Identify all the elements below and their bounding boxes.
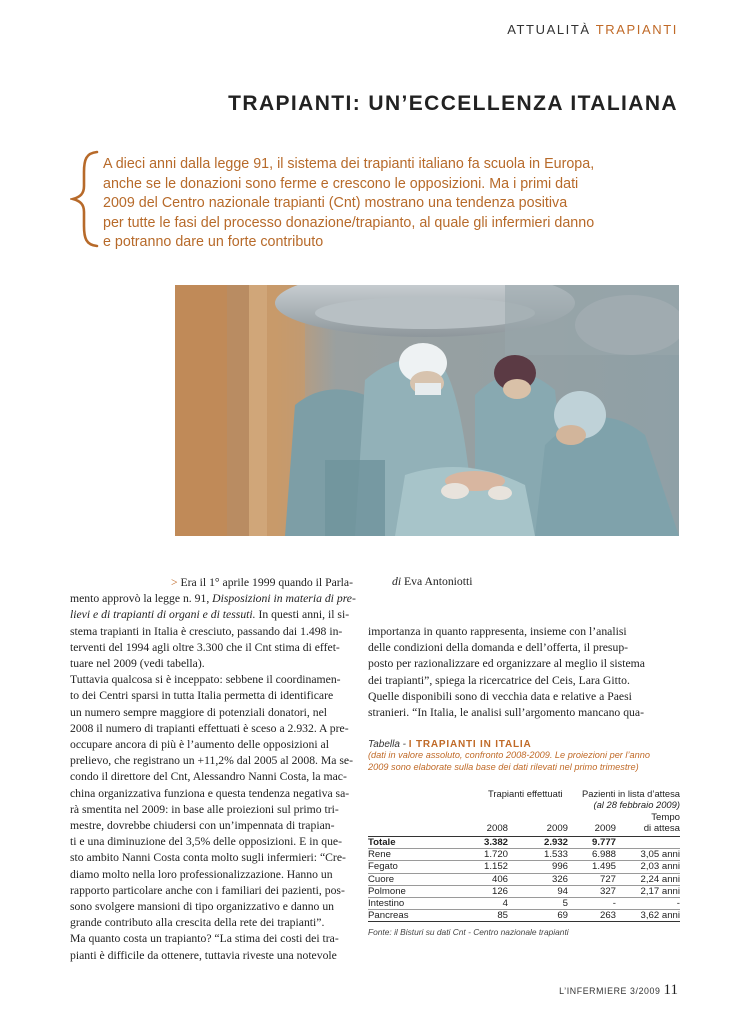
table-row (368, 874, 680, 886)
body-line: Quelle disponibili sono di vecchia data e relative a Paesi (368, 689, 632, 703)
cell-waitlist: 9.777 (591, 837, 616, 848)
section-header (507, 22, 678, 37)
article-lede (103, 155, 603, 253)
cell-2009: 5 (562, 897, 568, 909)
cell-2008: 1.152 (483, 861, 508, 873)
magazine-issue: L’INFERMIERE 3/2009 (559, 986, 661, 996)
article-body-right (368, 624, 680, 721)
cell-waitlist: 6.988 (591, 849, 616, 861)
group-waitlist-title: Pazienti in lista d’attesa (582, 788, 680, 799)
body-line (70, 591, 354, 607)
row-label: Cuore (368, 873, 395, 885)
body-line: mestre, dovrebbe chiudersi con un’impennata di trapian- (70, 819, 335, 833)
cell-waitlist: - (612, 897, 616, 909)
cell-time: 3,05 anni (640, 849, 680, 861)
group-waitlist (582, 788, 680, 810)
table-row (368, 910, 680, 922)
article-body-left (70, 575, 354, 964)
cell-waitlist: 727 (599, 873, 616, 885)
body-line: prelievo, che registrano un +11,2% dal 2005 al 2008. Ma se- (70, 754, 354, 768)
cell-time: 2,03 anni (640, 861, 680, 873)
cell-time: - (676, 897, 680, 909)
cell-2009: 94 (557, 885, 568, 897)
body-text: mento approvò la legge n. 91, (70, 592, 213, 606)
body-line: ti e una diminuzione del 3,5% delle opposizioni. E in que- (70, 835, 342, 849)
body-line: rapporto particolare anche con i familiari dei pazienti, pos- (70, 883, 345, 897)
body-line: to dei Centri sparsi in tutta Italia permetta di identificare (70, 689, 334, 703)
table-row-total (368, 837, 680, 849)
transplant-table (368, 788, 680, 937)
table-row (368, 861, 680, 873)
body-line: stema trapianti in Italia è cresciuto, passando dai 1.498 in- (70, 624, 343, 638)
table-group-header (368, 788, 680, 812)
author-name: Eva Antoniotti (404, 575, 473, 588)
body-line: china organizzativa funziona e questa tendenza negativa sa- (70, 786, 350, 800)
row-label: Polmone (368, 885, 406, 897)
page-number: 11 (663, 982, 678, 998)
cell-waitlist: 263 (599, 910, 616, 922)
curly-brace-icon (70, 150, 102, 248)
body-line: Ma quanto costa un trapianto? “La stima dei costi dei tra- (70, 932, 339, 946)
row-label: Fegato (368, 861, 398, 873)
body-line: rà smentita nel 2009: in base alle proiezioni sul primo tri- (70, 802, 339, 816)
paragraph-marker: > (171, 576, 178, 589)
body-line (70, 575, 354, 591)
body-line: tuare nel 2009 (vedi tabella). (70, 657, 205, 671)
body-line: condo il direttore del Cnt, Alessandro Nanni Costa, la mac- (70, 770, 347, 784)
page-footer (559, 982, 678, 999)
body-line: 2008 il numero di trapianti effettuati è sceso a 2.932. A pre- (70, 721, 349, 735)
body-text: Era il 1° aprile 1999 quando il Parla- (180, 576, 353, 589)
subsection-label: TRAPIANTI (595, 22, 678, 37)
body-line: importanza in quanto rappresenta, insieme con l’analisi (368, 625, 627, 638)
table-row (368, 898, 680, 910)
body-line (70, 607, 354, 623)
row-label: Pancreas (368, 910, 409, 922)
cell-2009: 1.533 (543, 849, 568, 861)
col-wait-time (644, 812, 680, 834)
body-line: sono svolgere mansioni di tipo organizzativo e danno un (70, 900, 335, 914)
col-2009: 2009 (546, 823, 568, 834)
cell-2008: 126 (491, 885, 508, 897)
body-line: dei trapianti”, spiega la ricercatrice del Ceis, Lara Gitto. (368, 673, 630, 687)
col-2008: 2008 (486, 823, 508, 834)
cell-time: 3,62 anni (640, 910, 680, 922)
row-label: Intestino (368, 897, 405, 909)
cell-2008: 4 (502, 897, 508, 909)
byline-prefix: di (392, 575, 402, 588)
article-title: TRAPIANTI: UN’ECCELLENZA ITALIANA (228, 92, 678, 115)
cell-2009: 2.932 (543, 837, 568, 848)
body-text: In questi anni, il si- (255, 608, 350, 622)
table-source: Fonte: il Bisturi su dati Cnt - Centro nazionale trapianti (368, 927, 569, 938)
col-wait-time-line2: di attesa (643, 823, 680, 834)
table-row (368, 886, 680, 898)
section-label: ATTUALITÀ (507, 22, 591, 37)
body-line: sto ambito Nanni Costa conta molto sugli infermieri: “Cre- (70, 851, 346, 865)
body-line: diamo molto nella loro professionalizzazione. Hanno un (70, 867, 333, 881)
group-transplants: Trapianti effettuati (488, 788, 563, 799)
row-label: Rene (368, 849, 391, 861)
cell-2008: 406 (491, 873, 508, 885)
lede-line: e potranno dare un forte contributo (103, 234, 324, 250)
table-caption (368, 739, 680, 773)
cell-2009: 69 (557, 910, 568, 922)
body-line: posto per razionalizzare ed organizzare al meglio il sistema (368, 657, 645, 671)
cell-waitlist: 1.495 (591, 861, 616, 873)
body-line: pianti è difficile da ottenere, tuttavia riveste una notevole (70, 948, 337, 962)
caption-label: Tabella - (368, 739, 409, 750)
group-waitlist-date: (al 28 febbraio 2009) (593, 799, 680, 810)
caption-note: 2009 sono elaborate sulla base dei dati rilevati nel primo trimestre) (368, 761, 639, 772)
body-line: Tuttavia qualcosa si è inceppato: sebbene il coordinamen- (70, 673, 341, 687)
cell-2009: 326 (551, 873, 568, 885)
col-wait-time-line1: Tempo (651, 812, 680, 823)
lede-line: per tutte le fasi del processo donazione/trapianto, al quale gli infermieri danno (103, 214, 595, 231)
byline (392, 575, 473, 588)
surgery-photo (175, 285, 679, 536)
lede-line: anche se le donazioni sono ferme e crescono le opposizioni. Ma i primi dati (103, 175, 579, 192)
body-line: occupare ancora di più è l’aumento delle opposizioni al (70, 738, 329, 752)
cell-2008: 85 (497, 910, 508, 922)
body-line: stranieri. “In Italia, le analisi sull’argomento mancano qua- (368, 706, 644, 720)
cell-time: 2,17 anni (640, 885, 680, 897)
cell-2008: 3.382 (483, 837, 508, 848)
body-line: delle condizioni della domanda e dell’offerta, il presup- (368, 641, 629, 655)
cell-2009: 996 (551, 861, 568, 873)
body-line: un numero sempre maggiore di potenziali donatori, nel (70, 705, 328, 719)
lede-line: 2009 del Centro nazionale trapianti (Cnt) mostrano una tendenza positiva (103, 195, 568, 211)
body-line: terventi del 1994 agli oltre 3.300 che il Cnt stima di effet- (70, 640, 340, 654)
table-row (368, 849, 680, 861)
caption-heading (368, 739, 680, 750)
col-waitlist-2009: 2009 (594, 823, 616, 834)
table-column-header (368, 812, 680, 836)
lede-line: A dieci anni dalla legge 91, il sistema dei trapianti italiano fa scuola in Europa, (103, 156, 595, 172)
body-line: grande contributo alla crescita della rete dei trapianti”. (70, 916, 325, 930)
caption-title: I TRAPIANTI IN ITALIA (408, 739, 532, 750)
row-label: Totale (368, 837, 396, 848)
cell-time: 2,24 anni (640, 873, 680, 885)
caption-note: (dati in valore assoluto, confronto 2008-2009. Le proiezioni per l’anno (368, 750, 650, 760)
cell-2008: 1.720 (483, 849, 508, 861)
law-title: Disposizioni in materia di pre- (212, 592, 356, 606)
cell-waitlist: 327 (599, 885, 616, 897)
law-title: lievi e di trapianti di organi e di tessuti. (70, 608, 256, 622)
